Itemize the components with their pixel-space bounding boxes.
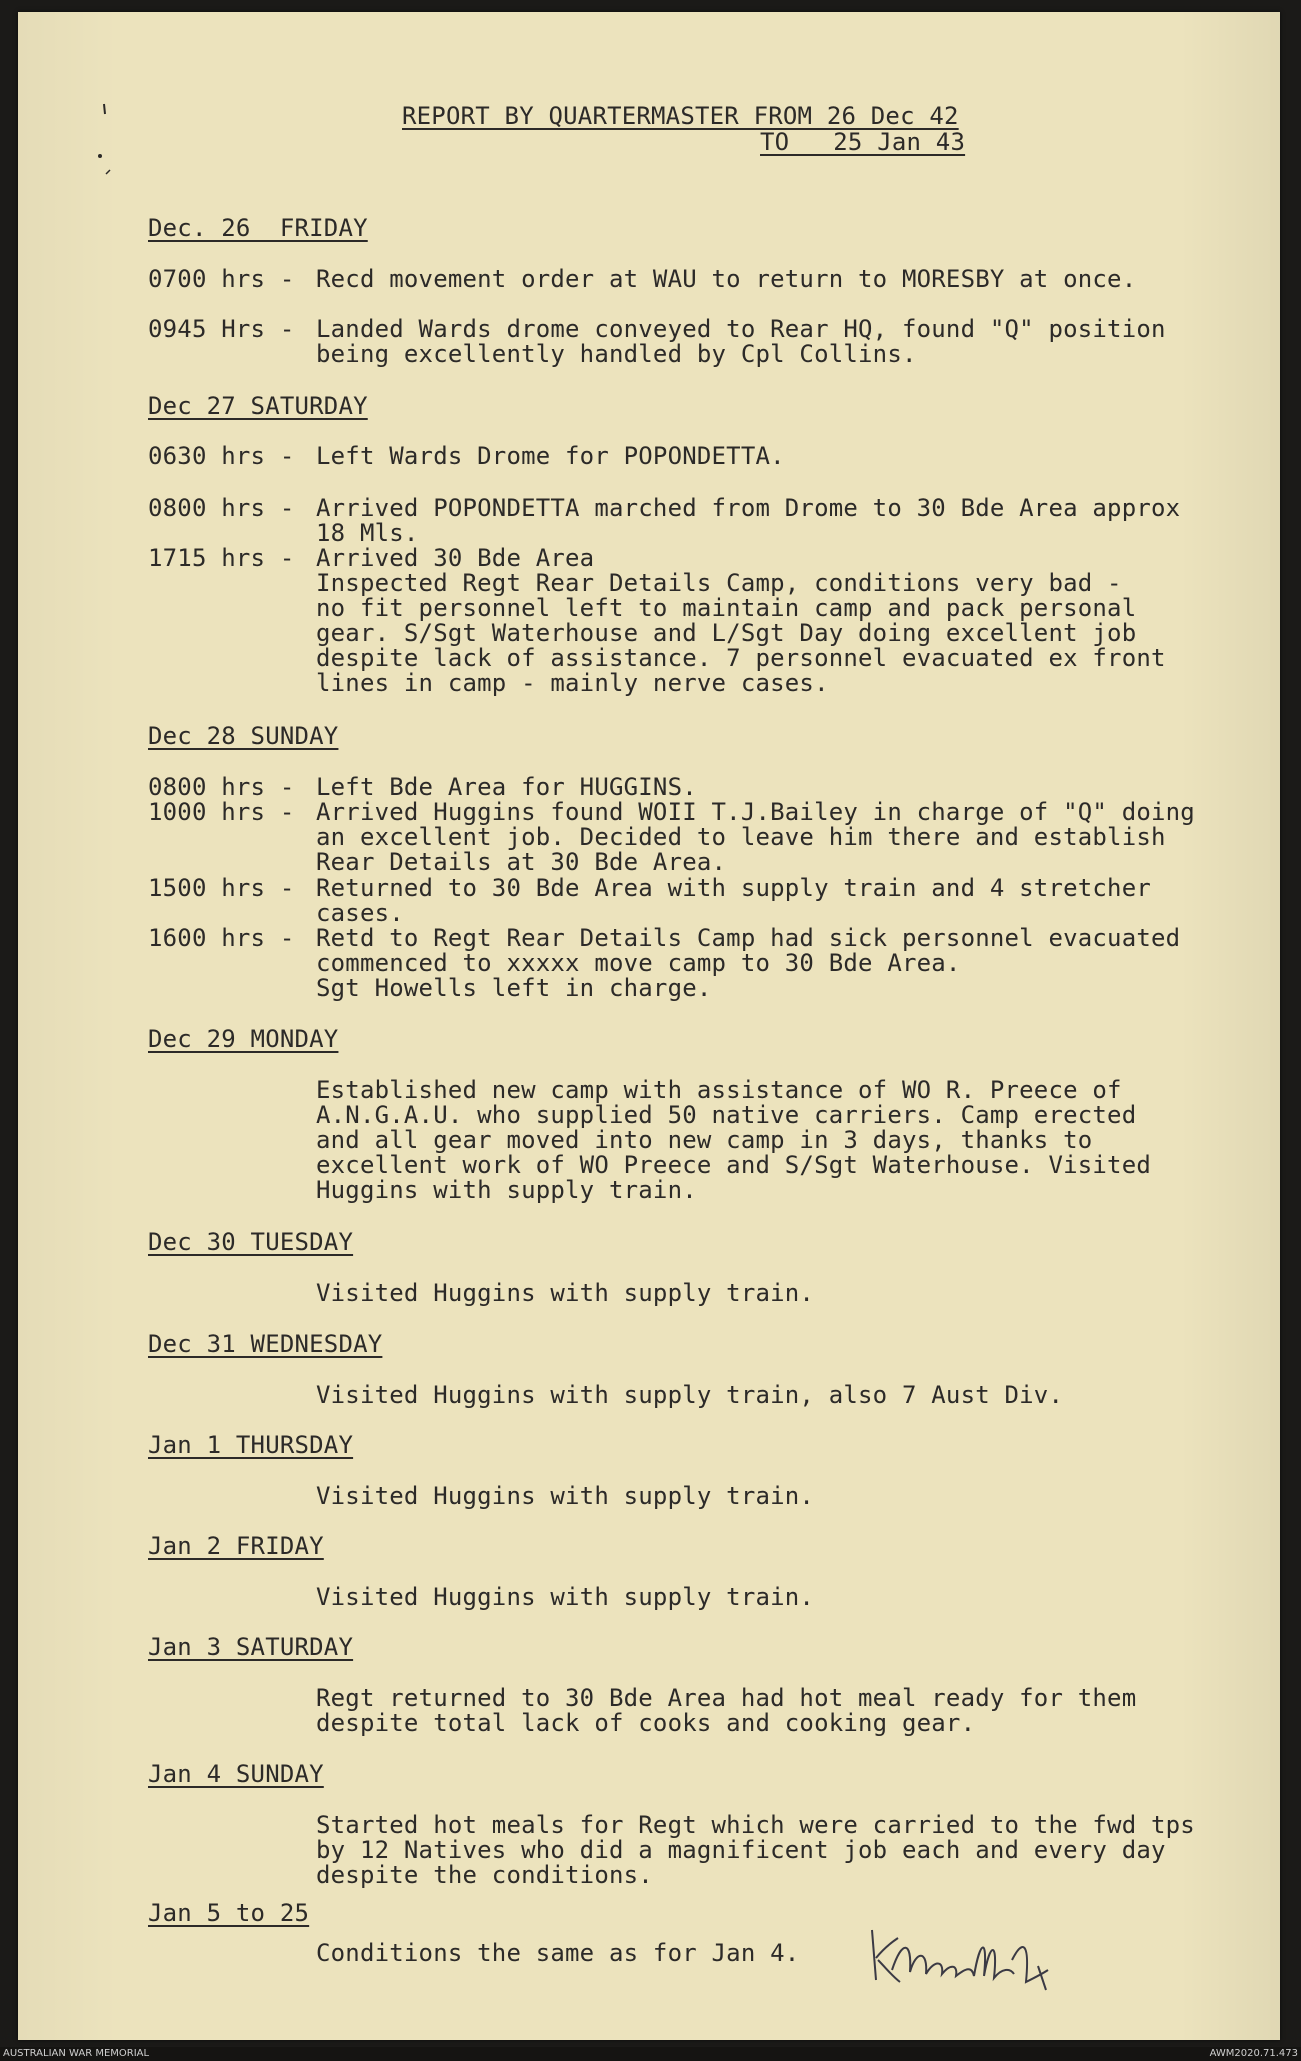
day-heading: Jan 5 to 25 [148,1899,310,1927]
report-title-line2: TO 25 Jan 43 [760,128,966,156]
entry-text: Visited Huggins with supply train. [316,1482,815,1510]
entry-text: Arrived Huggins found WOII T.J.Bailey in charge of "Q" doing an excellent job. Decided to leave him there and establish Rear Details at 30 Bde Area. [316,798,1195,876]
entry-text: Regt returned to 30 Bde Area had hot meal ready for them despite total lack of cooks and cooking gear. [316,1684,1137,1737]
day-heading: Dec 28 SUNDAY [148,722,339,750]
day-heading: Dec. 26 FRIDAY [148,214,368,242]
handwritten-signature [862,1920,1082,2000]
document-page [18,12,1280,2040]
entry-text: Started hot meals for Regt which were carried to the fwd tps by 12 Natives who did a magnificent job each and every day despite the conditions. [316,1811,1195,1889]
entry-time: 1000 hrs - [148,798,295,826]
entry-text: Arrived 30 Bde Area Inspected Regt Rear Details Camp, conditions very bad - no fit personnel left to maintain camp and pack personal gear. S/Sgt Waterhouse and L/Sgt Day doing excellent job despite lack of assistance. 7 personnel evacuated ex front lines in camp - mainly nerve cases. [316,544,1166,697]
day-heading: Dec 31 WEDNESDAY [148,1330,383,1358]
entry-text: Conditions the same as for Jan 4. [316,1939,800,1967]
day-heading: Dec 27 SATURDAY [148,392,368,420]
footer-institution: AUSTRALIAN WAR MEMORIAL [3,2048,150,2059]
entry-text: Landed Wards drome conveyed to Rear HQ, found "Q" position being excellently handled by Cpl Collins. [316,315,1166,368]
entry-time: 0800 hrs - [148,773,295,801]
day-heading: Jan 2 FRIDAY [148,1532,324,1560]
entry-time: 1600 hrs - [148,924,295,952]
entry-text: Visited Huggins with supply train. [316,1583,815,1611]
entry-time: 1500 hrs - [148,874,295,902]
entry-text: Left Bde Area for HUGGINS. [316,773,697,801]
entry-text: Arrived POPONDETTA marched from Drome to 30 Bde Area approx 18 Mls. [316,494,1181,547]
entry-text: Recd movement order at WAU to return to MORESBY at once. [316,265,1137,293]
margin-marks [90,100,120,190]
footer-accession-id: AWM2020.71.473 [1209,2048,1298,2059]
entry-time: 0800 hrs - [148,494,295,522]
day-heading: Jan 3 SATURDAY [148,1633,354,1661]
entry-time: 1715 hrs - [148,544,295,572]
entry-text: Established new camp with assistance of WO R. Preece of A.N.G.A.U. who supplied 50 native carriers. Camp erected and all gear moved into new camp in 3 days, thanks to excellent work of WO Preece and S/Sgt Waterhouse. Visited Huggins with supply train. [316,1076,1152,1204]
archive-footer [0,2047,1301,2061]
entry-text: Retd to Regt Rear Details Camp had sick personnel evacuated commenced to xxxxx move camp to 30 Bde Area. Sgt Howells left in charge. [316,924,1181,1002]
entry-time: 0945 Hrs - [148,315,295,343]
entry-time: 0630 hrs - [148,442,295,470]
day-heading: Dec 30 TUESDAY [148,1228,354,1256]
entry-text: Returned to 30 Bde Area with supply train and 4 stretcher cases. [316,874,1152,927]
day-heading: Dec 29 MONDAY [148,1025,339,1053]
day-heading: Jan 4 SUNDAY [148,1760,324,1788]
day-heading: Jan 1 THURSDAY [148,1431,354,1459]
entry-text: Visited Huggins with supply train. [316,1279,815,1307]
entry-time: 0700 hrs - [148,265,295,293]
report-title-line1: REPORT BY QUARTERMASTER FROM 26 Dec 42 [402,102,959,130]
entry-text: Left Wards Drome for POPONDETTA. [316,442,785,470]
entry-text: Visited Huggins with supply train, also 7 Aust Div. [316,1381,1064,1409]
